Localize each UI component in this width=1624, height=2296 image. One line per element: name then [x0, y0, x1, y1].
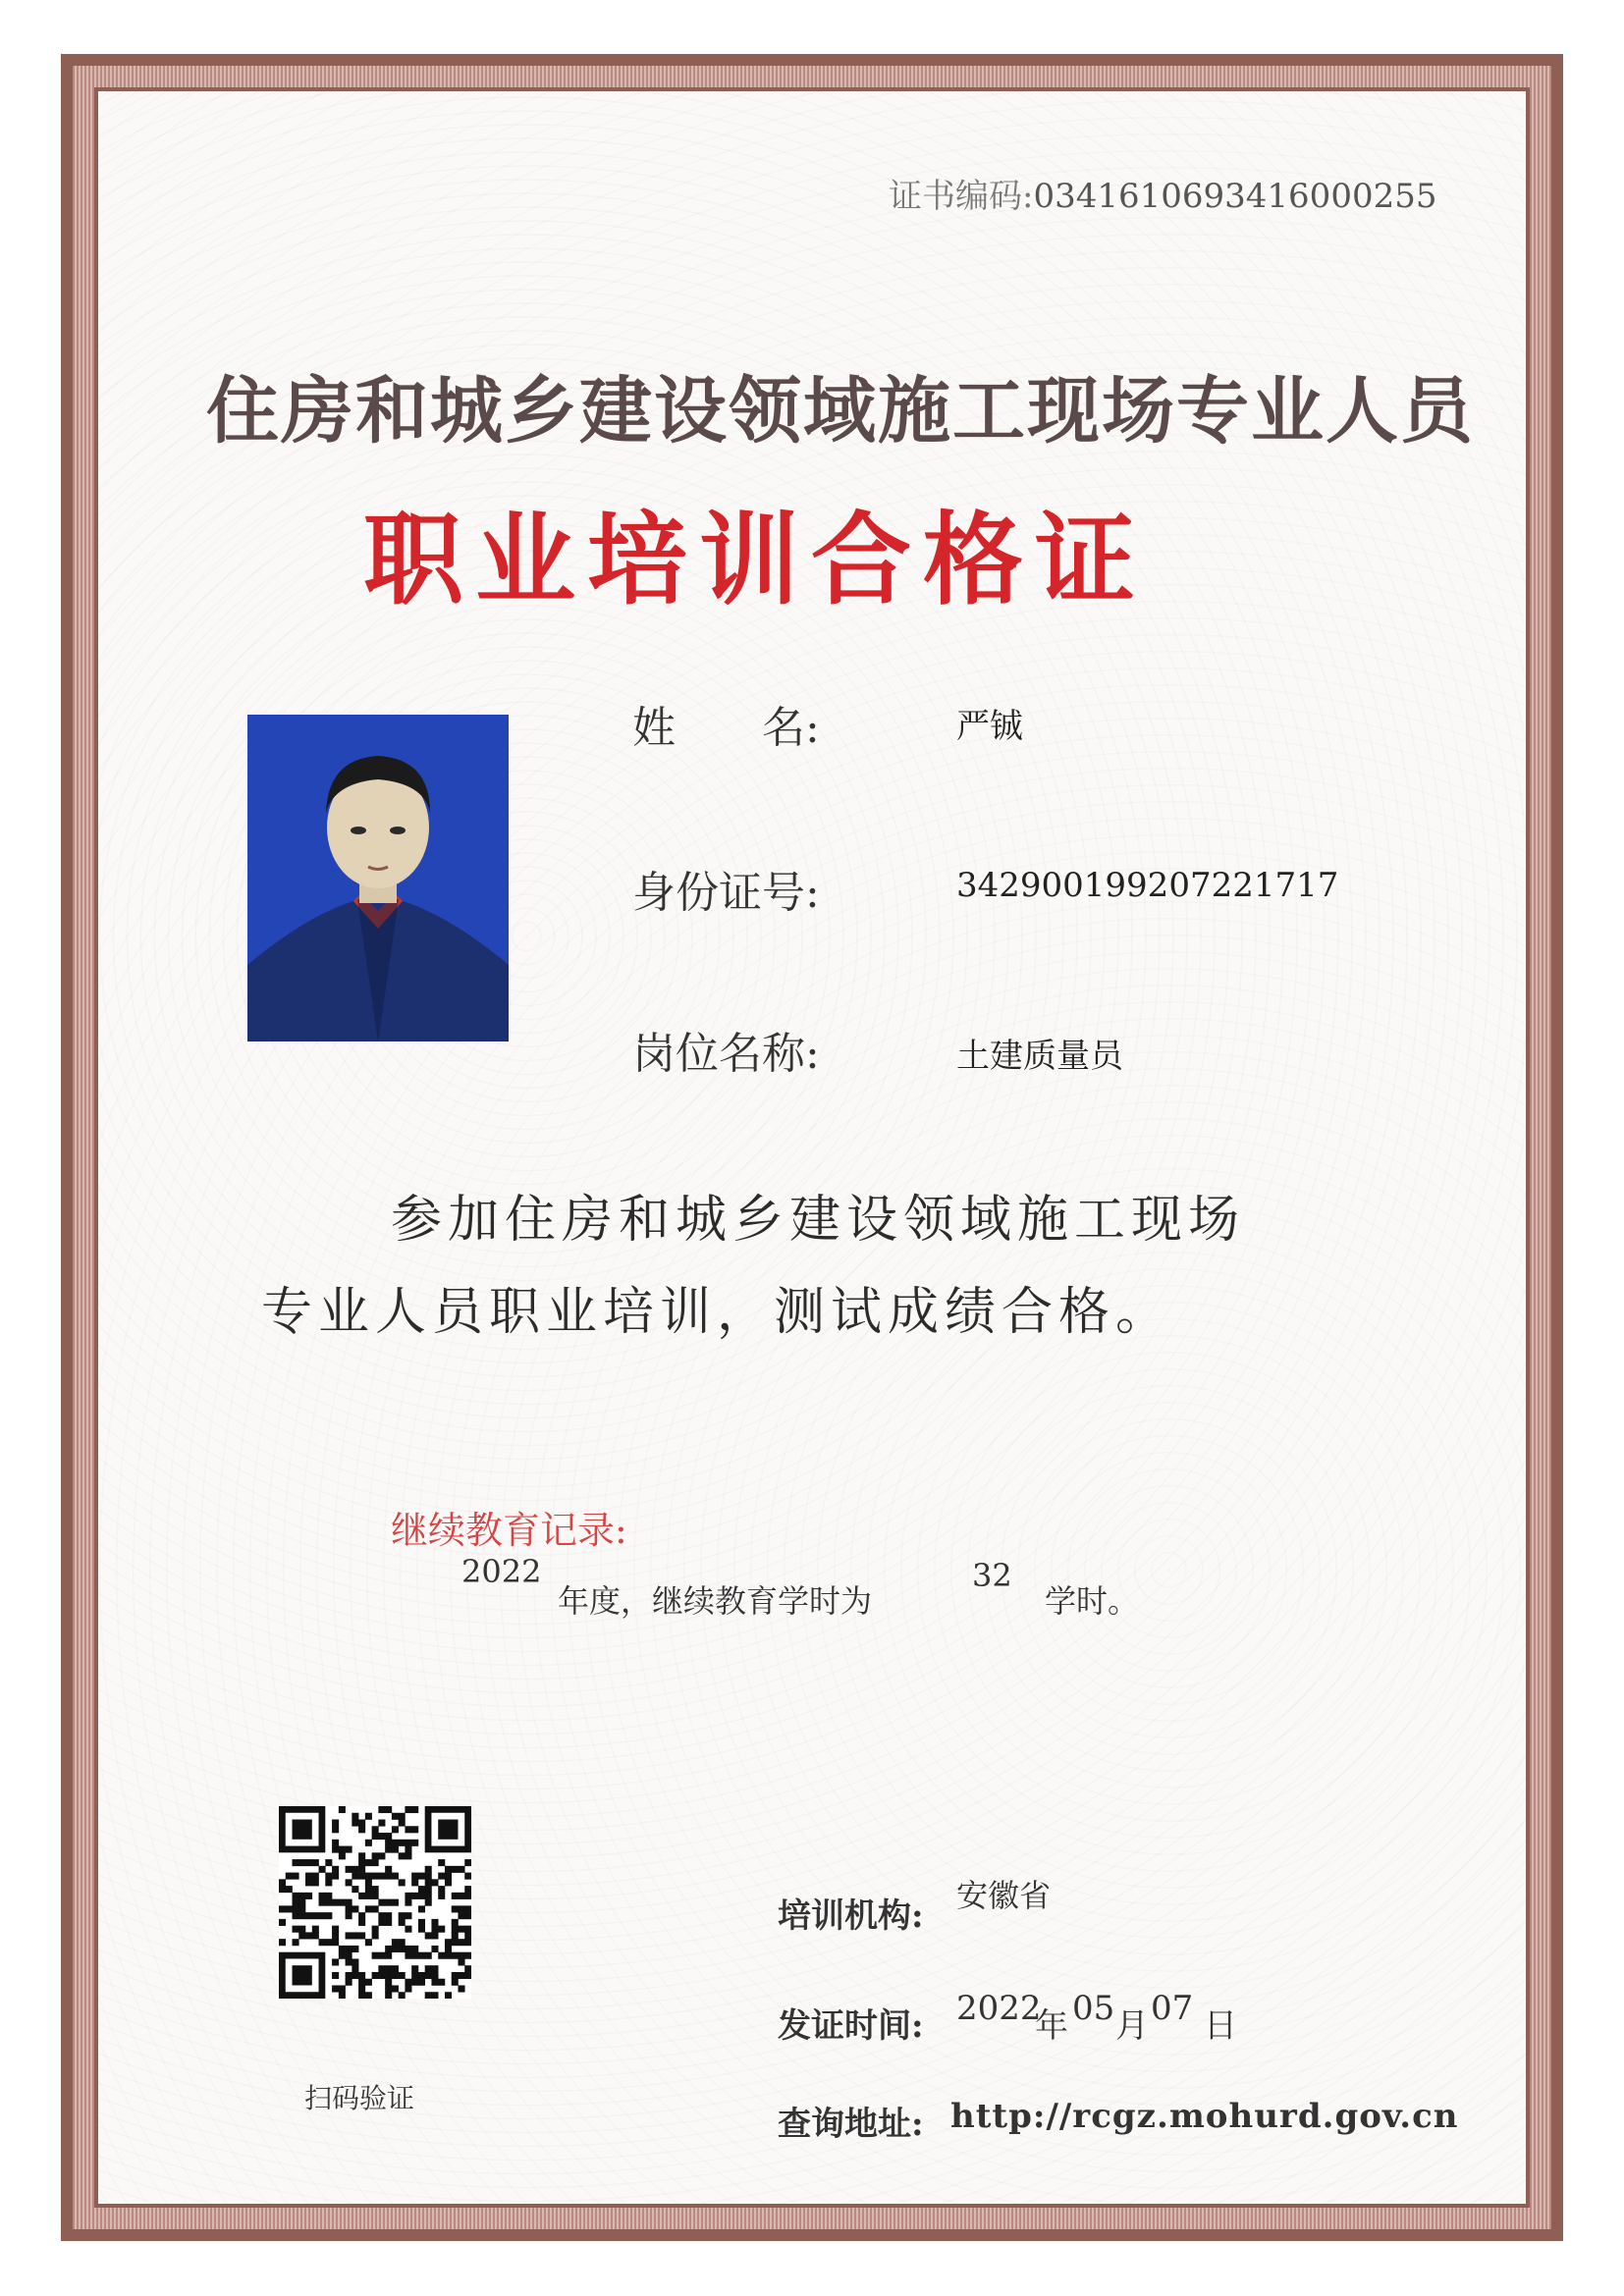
issue-date-month-char: 月 — [1115, 2006, 1149, 2046]
certificate-title-line2: 职业培训合格证 — [363, 502, 1147, 619]
issue-date-year-char: 年 — [1035, 2006, 1068, 2046]
holder-portrait-image — [247, 715, 509, 1041]
continuing-education-text-b: 学时。 — [1045, 1582, 1140, 1620]
issue-date-month: 05 — [1072, 1989, 1115, 2028]
qr-code-image — [279, 1806, 471, 1999]
holder-position: 土建质量员 — [956, 1037, 1123, 1076]
certificate-number — [889, 169, 1436, 217]
verification-qr-code[interactable] — [279, 1806, 471, 1999]
query-address-label: 查询地址: — [778, 2105, 924, 2144]
holder-name-label: 姓 名: — [632, 703, 820, 753]
issue-date-year: 2022 — [956, 1989, 1042, 2028]
training-org: 安徽省 — [956, 1877, 1052, 1914]
certificate-title-line1: 住房和城乡建设领域施工现场专业人员 — [206, 369, 1475, 454]
holder-id-number: 342900199207221717 — [956, 866, 1339, 905]
continuing-education-hours: 32 — [972, 1557, 1012, 1594]
issue-date-label: 发证时间: — [778, 2006, 924, 2046]
holder-position-label: 岗位名称: — [632, 1029, 820, 1079]
certificate-number-value: 03416106934160002​55 — [1033, 177, 1437, 216]
query-address-url[interactable]: http://rcgz.mohurd.gov.cn — [950, 2097, 1459, 2136]
training-org-label: 培训机构: — [778, 1896, 924, 1936]
issue-date-day-char: 日 — [1204, 2006, 1237, 2046]
scan-to-verify-label: 扫码验证 — [304, 2082, 415, 2114]
statement-line1: 参加住房和城乡建设领域施工现场 — [391, 1191, 1246, 1250]
issue-date-day: 07 — [1151, 1989, 1194, 2028]
continuing-education-year: 2022 — [461, 1553, 542, 1590]
continuing-education-label: 继续教育记录: — [391, 1509, 627, 1552]
certificate-number-label: 证书编码: — [889, 177, 1034, 216]
holder-photo — [247, 715, 509, 1041]
statement-line2: 专业人员职业培训，测试成绩合格。 — [261, 1283, 1173, 1342]
continuing-education-text-a: 年度，继续教育学时为 — [558, 1582, 873, 1620]
holder-name: 严铖 — [956, 707, 1023, 746]
holder-id-label: 身份证号: — [632, 868, 820, 918]
